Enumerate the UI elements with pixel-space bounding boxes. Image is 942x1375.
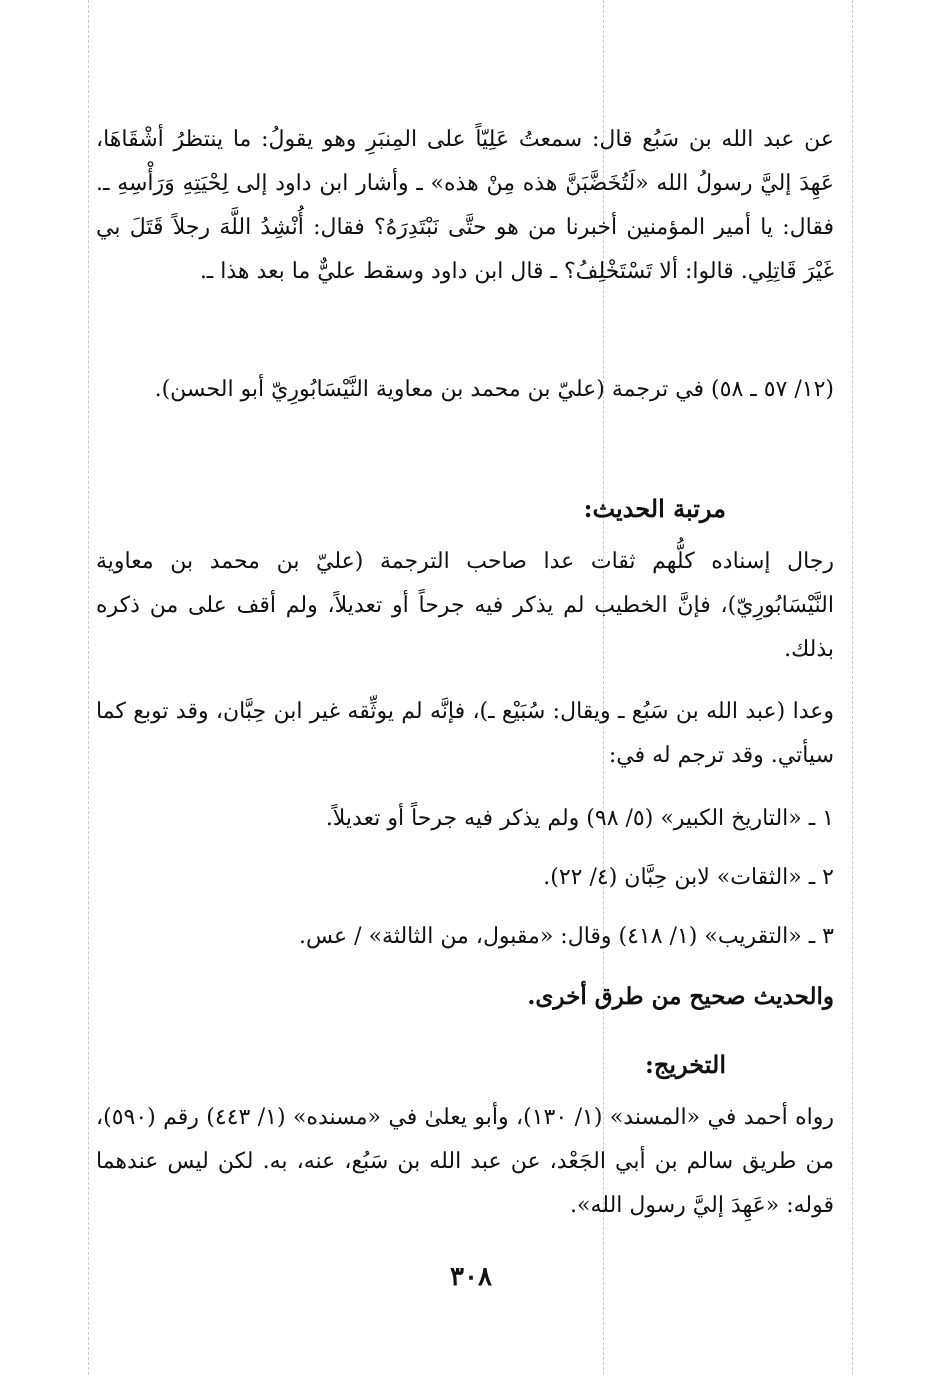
conclusion-line: والحديث صحيح من طرق أخرى. xyxy=(527,983,834,1010)
page-number: ٣٠٨ xyxy=(450,1262,492,1292)
takhrij-text: رواه أحمد في «المسند» (١/ ١٣٠)، وأبو يعلىٰ في «مسنده» (١/ ٤٤٣) رقم (٥٩٠)، من طريق سالم بن أبي الجَعْد، عن عبد الله بن سَبُع، عنه، به. لكن ليس عندهما قوله: «عَهِدَ إليَّ رسول الله». xyxy=(96,1105,834,1218)
hadith-text-paragraph xyxy=(96,118,834,294)
list-item: ٢ ـ «الثقات» لابن حِبَّان (٤/ ٢٢). xyxy=(543,865,834,890)
narrators-text: رجال إسناده كلُّهم ثقات عدا صاحب الترجمة (عليّ بن محمد بن معاوية النَّيْسَابُورِيّ)، فإنَّ الخطيب لم يذكر فيه جرحاً أو تعديلاً، ولم أقف على من ذكره بذلك. xyxy=(96,549,834,662)
takhrij-paragraph xyxy=(96,1096,834,1228)
source-reference-text: (١٢/ ٥٧ ـ ٥٨) في ترجمة (عليّ بن محمد بن معاوية النَّيْسَابُورِيّ أبو الحسن). xyxy=(154,377,834,402)
list-item: ٣ ـ «التقريب» (١/ ٤١٨) وقال: «مقبول، من الثالثة» / عس. xyxy=(299,924,834,949)
list-item: ١ ـ «التاريخ الكبير» (٥/ ٩٨) ولم يذكر فيه جرحاً أو تعديلاً. xyxy=(325,806,834,831)
narrators-paragraph xyxy=(96,540,834,672)
section-heading-hadith-grade: مرتبة الحديث: xyxy=(583,494,726,523)
narrator-note-paragraph xyxy=(96,690,834,778)
narrator-note-text: وعدا (عبد الله بن سَبُع ـ ويقال: سُبَيْع ـ)، فإنَّه لم يوثِّقه غير ابن حِبَّان، وقد توبع كما سيأتي. وقد ترجم له في: xyxy=(96,699,834,768)
scan-artifact-line xyxy=(852,0,853,1375)
section-heading-takhrij: التخريج: xyxy=(645,1050,726,1079)
hadith-text: عن عبد الله بن سَبُع قال: سمعتُ عَلِيّاً على المِنبَرِ وهو يقولُ: ما ينتظرُ أشْقَاهَا، عَهِدَ إليَّ رسولُ الله «لَتُخَضَّبَنَّ هذه مِنْ هذه» ـ وأشار ابن داود إلى لِحْيَتِهِ وَرَأْسِهِ ـ. فقال: يا أمير المؤمنين أخبرنا من هو حتَّى نَبْتَدِرَهُ؟ فقال: أُنْشِدُ اللَّهَ رجلاً قَتَلَ بي غَيْرَ قَاتِلِي. قالوا: ألا تَسْتَخْلِفُ؟ ـ قال ابن داود وسقط عليٌّ ما بعد هذا ـ. xyxy=(96,127,834,284)
source-reference-paragraph xyxy=(96,368,834,412)
scan-artifact-line xyxy=(88,0,89,1375)
